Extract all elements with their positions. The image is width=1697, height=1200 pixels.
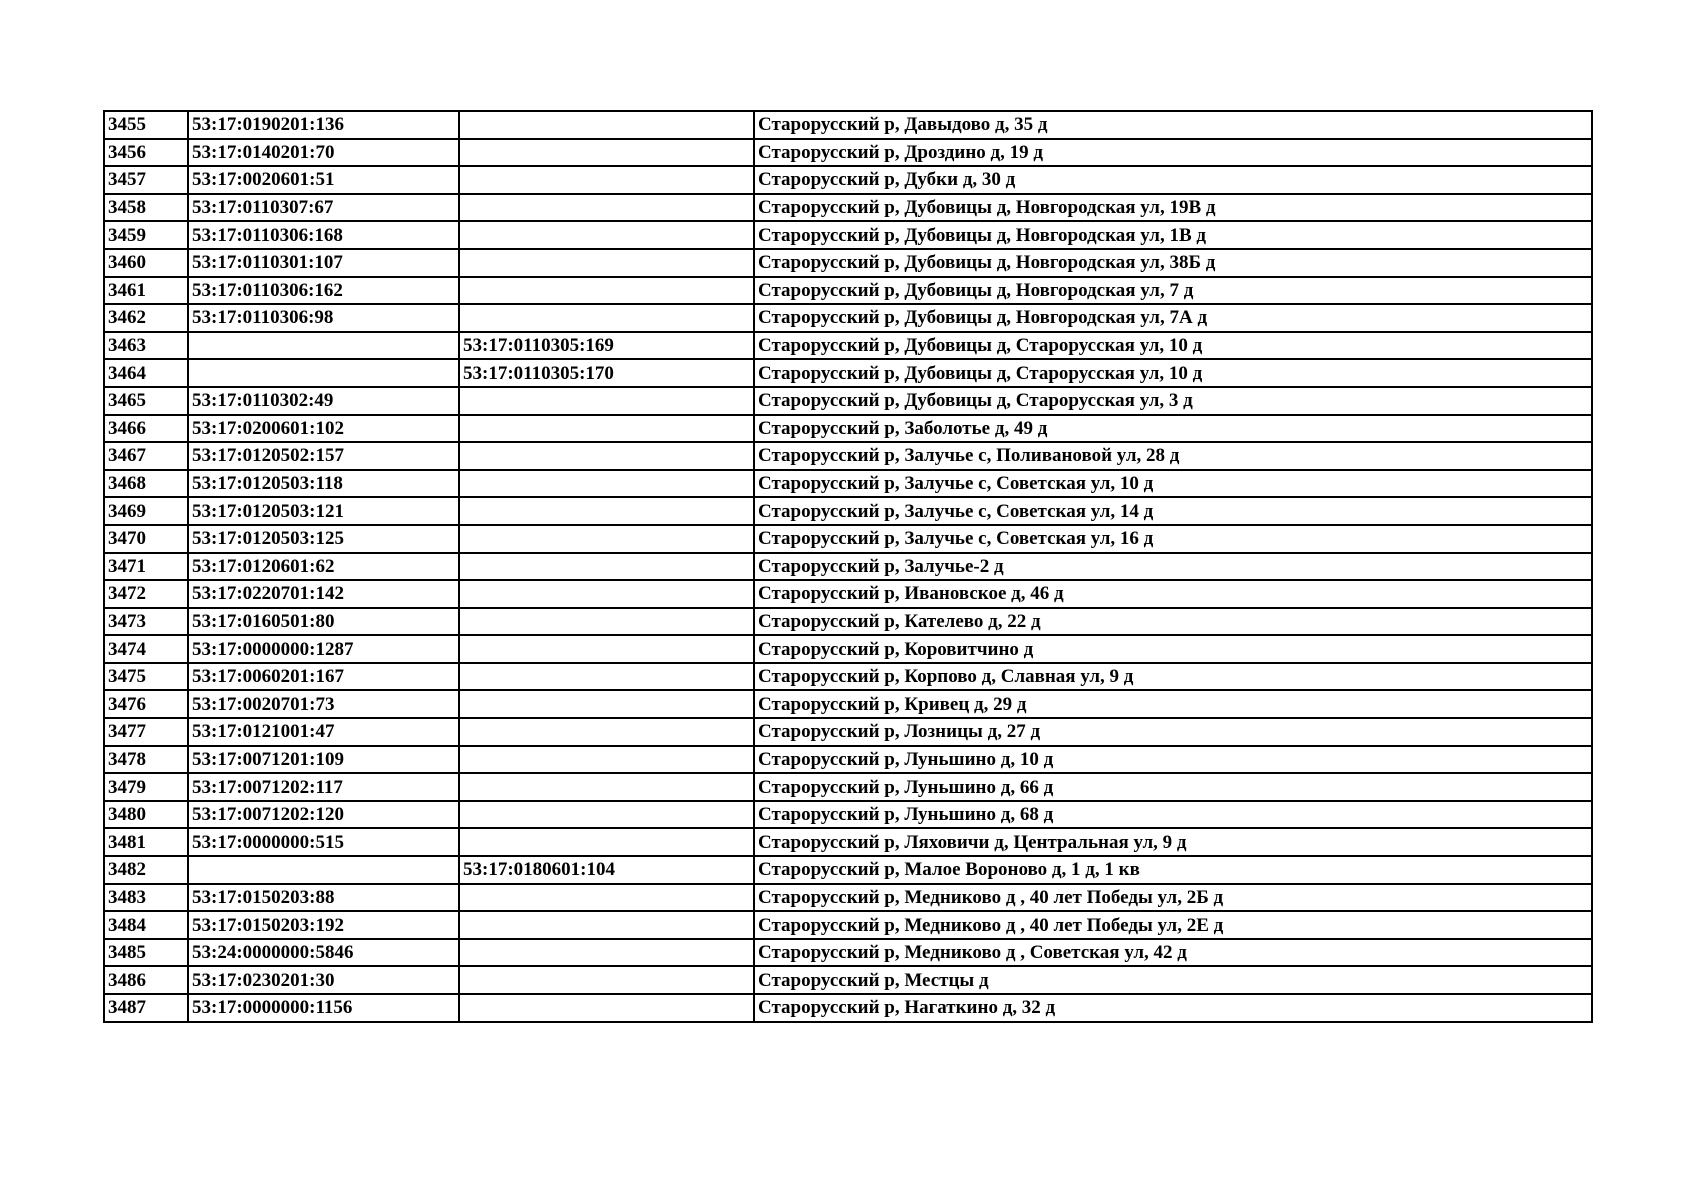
cadastral-number-cell: 53:17:0120503:121 bbox=[188, 497, 459, 525]
secondary-cadastral-number-cell bbox=[459, 387, 754, 415]
table-row bbox=[104, 884, 1592, 912]
address-cell: Старорусский р, Дубовицы д, Старорусская ул, 3 д bbox=[754, 387, 1592, 415]
row-number-cell: 3465 bbox=[104, 387, 188, 415]
row-number-cell: 3483 bbox=[104, 884, 188, 912]
secondary-cadastral-number-cell bbox=[459, 746, 754, 774]
row-number-cell: 3478 bbox=[104, 746, 188, 774]
row-number-cell: 3477 bbox=[104, 718, 188, 746]
cadastral-number-cell: 53:17:0110306:168 bbox=[188, 221, 459, 249]
row-number-cell: 3466 bbox=[104, 415, 188, 443]
address-cell: Старорусский р, Дубовицы д, Новгородская ул, 1В д bbox=[754, 221, 1592, 249]
secondary-cadastral-number-cell bbox=[459, 994, 754, 1022]
table-row bbox=[104, 746, 1592, 774]
row-number-cell: 3456 bbox=[104, 139, 188, 167]
row-number-cell: 3476 bbox=[104, 690, 188, 718]
address-cell: Старорусский р, Дубовицы д, Старорусская ул, 10 д bbox=[754, 332, 1592, 360]
cadastral-number-cell: 53:17:0110307:67 bbox=[188, 194, 459, 222]
secondary-cadastral-number-cell: 53:17:0180601:104 bbox=[459, 856, 754, 884]
cadastral-number-cell bbox=[188, 359, 459, 387]
table-row bbox=[104, 166, 1592, 194]
row-number-cell: 3467 bbox=[104, 442, 188, 470]
secondary-cadastral-number-cell bbox=[459, 221, 754, 249]
secondary-cadastral-number-cell bbox=[459, 553, 754, 581]
secondary-cadastral-number-cell bbox=[459, 608, 754, 636]
cadastral-number-cell: 53:17:0121001:47 bbox=[188, 718, 459, 746]
address-cell: Старорусский р, Кателево д, 22 д bbox=[754, 608, 1592, 636]
secondary-cadastral-number-cell bbox=[459, 139, 754, 167]
address-cell: Старорусский р, Корпово д, Славная ул, 9 д bbox=[754, 663, 1592, 691]
row-number-cell: 3485 bbox=[104, 939, 188, 967]
address-cell: Старорусский р, Медниково д , 40 лет Победы ул, 2Б д bbox=[754, 884, 1592, 912]
address-cell: Старорусский р, Медниково д , 40 лет Победы ул, 2Е д bbox=[754, 911, 1592, 939]
address-cell: Старорусский р, Луньшино д, 10 д bbox=[754, 746, 1592, 774]
secondary-cadastral-number-cell bbox=[459, 249, 754, 277]
secondary-cadastral-number-cell bbox=[459, 580, 754, 608]
cadastral-number-cell: 53:17:0071201:109 bbox=[188, 746, 459, 774]
cadastral-number-cell: 53:17:0110301:107 bbox=[188, 249, 459, 277]
table-row bbox=[104, 497, 1592, 525]
address-cell: Старорусский р, Дубки д, 30 д bbox=[754, 166, 1592, 194]
row-number-cell: 3484 bbox=[104, 911, 188, 939]
address-cell: Старорусский р, Медниково д , Советская ул, 42 д bbox=[754, 939, 1592, 967]
row-number-cell: 3479 bbox=[104, 773, 188, 801]
secondary-cadastral-number-cell bbox=[459, 773, 754, 801]
secondary-cadastral-number-cell bbox=[459, 111, 754, 139]
address-cell: Старорусский р, Кривец д, 29 д bbox=[754, 690, 1592, 718]
row-number-cell: 3474 bbox=[104, 635, 188, 663]
cadastral-number-cell: 53:17:0020701:73 bbox=[188, 690, 459, 718]
secondary-cadastral-number-cell bbox=[459, 166, 754, 194]
row-number-cell: 3472 bbox=[104, 580, 188, 608]
cadastral-number-cell: 53:17:0150203:88 bbox=[188, 884, 459, 912]
address-cell: Старорусский р, Луньшино д, 66 д bbox=[754, 773, 1592, 801]
cadastral-number-cell: 53:17:0140201:70 bbox=[188, 139, 459, 167]
row-number-cell: 3482 bbox=[104, 856, 188, 884]
table-row bbox=[104, 828, 1592, 856]
address-cell: Старорусский р, Дубовицы д, Старорусская ул, 10 д bbox=[754, 359, 1592, 387]
row-number-cell: 3470 bbox=[104, 525, 188, 553]
address-cell: Старорусский р, Залучье с, Поливановой ул, 28 д bbox=[754, 442, 1592, 470]
cadastral-number-cell: 53:17:0190201:136 bbox=[188, 111, 459, 139]
secondary-cadastral-number-cell bbox=[459, 966, 754, 994]
address-cell: Старорусский р, Местцы д bbox=[754, 966, 1592, 994]
secondary-cadastral-number-cell bbox=[459, 884, 754, 912]
address-cell: Старорусский р, Дубовицы д, Новгородская ул, 38Б д bbox=[754, 249, 1592, 277]
cadastral-number-cell: 53:17:0000000:515 bbox=[188, 828, 459, 856]
row-number-cell: 3486 bbox=[104, 966, 188, 994]
row-number-cell: 3473 bbox=[104, 608, 188, 636]
cadastral-number-cell: 53:17:0110306:98 bbox=[188, 304, 459, 332]
cadastral-number-cell bbox=[188, 332, 459, 360]
cadastral-number-cell: 53:17:0000000:1156 bbox=[188, 994, 459, 1022]
address-cell: Старорусский р, Дубовицы д, Новгородская ул, 7 д bbox=[754, 277, 1592, 305]
row-number-cell: 3480 bbox=[104, 801, 188, 829]
row-number-cell: 3475 bbox=[104, 663, 188, 691]
address-cell: Старорусский р, Малое Вороново д, 1 д, 1 кв bbox=[754, 856, 1592, 884]
row-number-cell: 3455 bbox=[104, 111, 188, 139]
table-row bbox=[104, 718, 1592, 746]
secondary-cadastral-number-cell bbox=[459, 497, 754, 525]
cadastral-number-cell: 53:17:0120601:62 bbox=[188, 553, 459, 581]
cadastral-number-cell: 53:17:0071202:117 bbox=[188, 773, 459, 801]
secondary-cadastral-number-cell bbox=[459, 828, 754, 856]
secondary-cadastral-number-cell bbox=[459, 277, 754, 305]
table-row bbox=[104, 635, 1592, 663]
registry-table bbox=[103, 110, 1593, 1023]
table-row bbox=[104, 277, 1592, 305]
table-row bbox=[104, 415, 1592, 443]
table-row bbox=[104, 663, 1592, 691]
table-row bbox=[104, 249, 1592, 277]
cadastral-number-cell: 53:17:0110306:162 bbox=[188, 277, 459, 305]
row-number-cell: 3461 bbox=[104, 277, 188, 305]
address-cell: Старорусский р, Дубовицы д, Новгородская ул, 19В д bbox=[754, 194, 1592, 222]
row-number-cell: 3459 bbox=[104, 221, 188, 249]
cadastral-number-cell: 53:17:0230201:30 bbox=[188, 966, 459, 994]
address-cell: Старорусский р, Заболотье д, 49 д bbox=[754, 415, 1592, 443]
secondary-cadastral-number-cell bbox=[459, 304, 754, 332]
table-row bbox=[104, 359, 1592, 387]
cadastral-number-cell: 53:17:0020601:51 bbox=[188, 166, 459, 194]
table-row bbox=[104, 194, 1592, 222]
address-cell: Старорусский р, Дроздино д, 19 д bbox=[754, 139, 1592, 167]
row-number-cell: 3471 bbox=[104, 553, 188, 581]
table-row bbox=[104, 332, 1592, 360]
table-row bbox=[104, 608, 1592, 636]
secondary-cadastral-number-cell bbox=[459, 415, 754, 443]
secondary-cadastral-number-cell bbox=[459, 525, 754, 553]
table-row bbox=[104, 553, 1592, 581]
secondary-cadastral-number-cell: 53:17:0110305:170 bbox=[459, 359, 754, 387]
table-row bbox=[104, 442, 1592, 470]
table-row bbox=[104, 994, 1592, 1022]
cadastral-number-cell: 53:17:0120503:125 bbox=[188, 525, 459, 553]
table-row bbox=[104, 139, 1592, 167]
table-row bbox=[104, 580, 1592, 608]
address-cell: Старорусский р, Давыдово д, 35 д bbox=[754, 111, 1592, 139]
cadastral-number-cell: 53:17:0200601:102 bbox=[188, 415, 459, 443]
row-number-cell: 3457 bbox=[104, 166, 188, 194]
table-row bbox=[104, 690, 1592, 718]
secondary-cadastral-number-cell bbox=[459, 442, 754, 470]
secondary-cadastral-number-cell bbox=[459, 718, 754, 746]
cadastral-number-cell: 53:17:0060201:167 bbox=[188, 663, 459, 691]
table-row bbox=[104, 111, 1592, 139]
row-number-cell: 3468 bbox=[104, 470, 188, 498]
address-cell: Старорусский р, Залучье с, Советская ул, 14 д bbox=[754, 497, 1592, 525]
address-cell: Старорусский р, Коровитчино д bbox=[754, 635, 1592, 663]
registry-table-body bbox=[104, 111, 1592, 1022]
row-number-cell: 3462 bbox=[104, 304, 188, 332]
address-cell: Старорусский р, Луньшино д, 68 д bbox=[754, 801, 1592, 829]
secondary-cadastral-number-cell bbox=[459, 194, 754, 222]
table-row bbox=[104, 801, 1592, 829]
address-cell: Старорусский р, Дубовицы д, Новгородская ул, 7А д bbox=[754, 304, 1592, 332]
secondary-cadastral-number-cell bbox=[459, 939, 754, 967]
address-cell: Старорусский р, Лозницы д, 27 д bbox=[754, 718, 1592, 746]
table-row bbox=[104, 773, 1592, 801]
address-cell: Старорусский р, Ивановское д, 46 д bbox=[754, 580, 1592, 608]
secondary-cadastral-number-cell bbox=[459, 635, 754, 663]
cadastral-number-cell bbox=[188, 856, 459, 884]
cadastral-number-cell: 53:17:0150203:192 bbox=[188, 911, 459, 939]
cadastral-number-cell: 53:17:0220701:142 bbox=[188, 580, 459, 608]
cadastral-number-cell: 53:17:0110302:49 bbox=[188, 387, 459, 415]
address-cell: Старорусский р, Залучье с, Советская ул, 10 д bbox=[754, 470, 1592, 498]
table-row bbox=[104, 856, 1592, 884]
secondary-cadastral-number-cell bbox=[459, 663, 754, 691]
row-number-cell: 3487 bbox=[104, 994, 188, 1022]
address-cell: Старорусский р, Залучье-2 д bbox=[754, 553, 1592, 581]
table-row bbox=[104, 525, 1592, 553]
secondary-cadastral-number-cell bbox=[459, 801, 754, 829]
row-number-cell: 3463 bbox=[104, 332, 188, 360]
table-row bbox=[104, 221, 1592, 249]
row-number-cell: 3458 bbox=[104, 194, 188, 222]
row-number-cell: 3460 bbox=[104, 249, 188, 277]
cadastral-number-cell: 53:17:0120503:118 bbox=[188, 470, 459, 498]
table-row bbox=[104, 911, 1592, 939]
cadastral-number-cell: 53:24:0000000:5846 bbox=[188, 939, 459, 967]
table-row bbox=[104, 470, 1592, 498]
cadastral-number-cell: 53:17:0071202:120 bbox=[188, 801, 459, 829]
secondary-cadastral-number-cell bbox=[459, 470, 754, 498]
row-number-cell: 3464 bbox=[104, 359, 188, 387]
secondary-cadastral-number-cell bbox=[459, 690, 754, 718]
cadastral-number-cell: 53:17:0160501:80 bbox=[188, 608, 459, 636]
cadastral-number-cell: 53:17:0000000:1287 bbox=[188, 635, 459, 663]
cadastral-number-cell: 53:17:0120502:157 bbox=[188, 442, 459, 470]
table-row bbox=[104, 939, 1592, 967]
address-cell: Старорусский р, Залучье с, Советская ул, 16 д bbox=[754, 525, 1592, 553]
row-number-cell: 3469 bbox=[104, 497, 188, 525]
row-number-cell: 3481 bbox=[104, 828, 188, 856]
address-cell: Старорусский р, Ляховичи д, Центральная ул, 9 д bbox=[754, 828, 1592, 856]
table-row bbox=[104, 387, 1592, 415]
secondary-cadastral-number-cell bbox=[459, 911, 754, 939]
secondary-cadastral-number-cell: 53:17:0110305:169 bbox=[459, 332, 754, 360]
table-row bbox=[104, 304, 1592, 332]
address-cell: Старорусский р, Нагаткино д, 32 д bbox=[754, 994, 1592, 1022]
table-row bbox=[104, 966, 1592, 994]
